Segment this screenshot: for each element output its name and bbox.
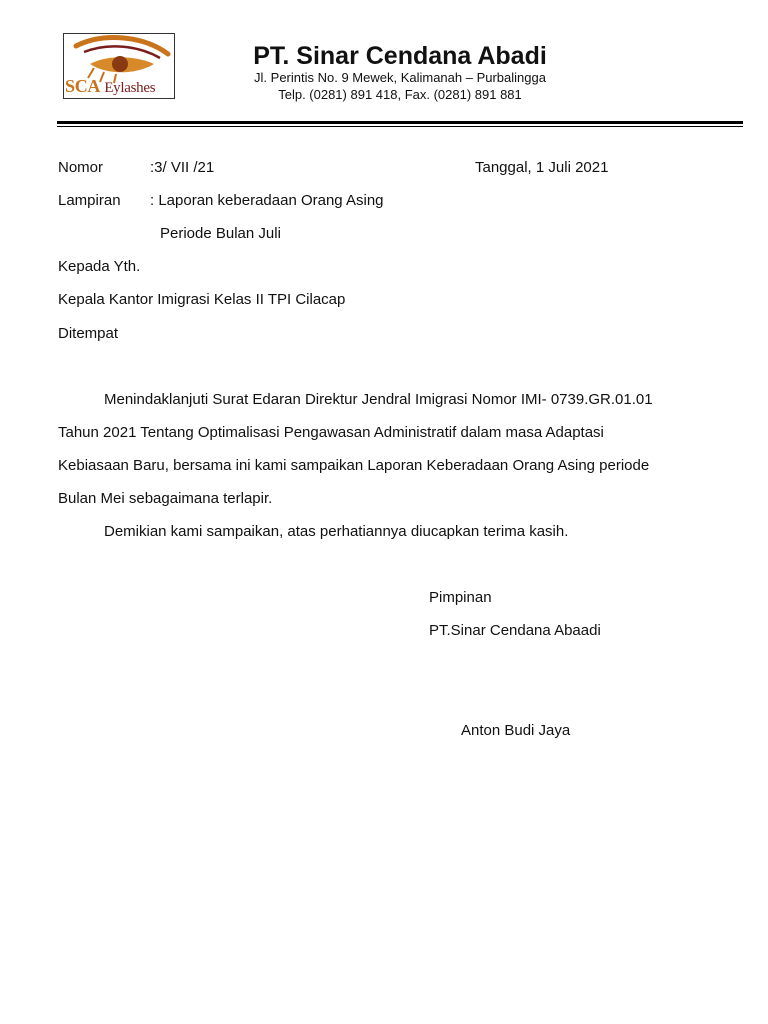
company-logo bbox=[63, 33, 175, 99]
recipient-place: Ditempat bbox=[58, 325, 119, 342]
body-line-2: Tahun 2021 Tentang Optimalisasi Pengawasan Administratif dalam masa Adaptasi bbox=[58, 424, 604, 441]
signature-name: Anton Budi Jaya bbox=[461, 722, 571, 739]
nomor-value: :3/ VII /21 bbox=[150, 159, 215, 176]
tanggal: Tanggal, 1 Juli 2021 bbox=[475, 159, 609, 176]
recipient-salutation: Kepada Yth. bbox=[58, 258, 141, 275]
logo-text bbox=[65, 77, 155, 97]
body-closing: Demikian kami sampaikan, atas perhatiannya diucapkan terima kasih. bbox=[104, 523, 569, 540]
company-address: Jl. Perintis No. 9 Mewek, Kalimanah – Purbalingga bbox=[254, 70, 546, 85]
lampiran-period: Periode Bulan Juli bbox=[160, 225, 281, 242]
lampiran-value: : Laporan keberadaan Orang Asing bbox=[150, 192, 384, 209]
signature-company: PT.Sinar Cendana Abaadi bbox=[429, 622, 601, 639]
nomor-label: Nomor bbox=[58, 159, 104, 176]
body-line-4: Bulan Mei sebagaimana terlapir. bbox=[58, 490, 273, 507]
logo-product: Eylashes bbox=[104, 80, 156, 96]
letterhead-divider-thin bbox=[57, 126, 743, 127]
body-line-1: Menindaklanjuti Surat Edaran Direktur Jendral Imigrasi Nomor IMI- 0739.GR.01.01 bbox=[104, 391, 653, 408]
body-line-3: Kebiasaan Baru, bersama ini kami sampaikan Laporan Keberadaan Orang Asing periode bbox=[58, 457, 650, 474]
company-name: PT. Sinar Cendana Abadi bbox=[253, 42, 547, 70]
logo-brand: SCA bbox=[65, 76, 101, 96]
recipient-office: Kepala Kantor Imigrasi Kelas II TPI Cilacap bbox=[58, 291, 346, 308]
signature-title: Pimpinan bbox=[429, 589, 492, 606]
company-phone: Telp. (0281) 891 418, Fax. (0281) 891 881 bbox=[278, 87, 522, 102]
letterhead-divider-thick bbox=[57, 121, 743, 124]
lampiran-label: Lampiran bbox=[58, 192, 121, 209]
